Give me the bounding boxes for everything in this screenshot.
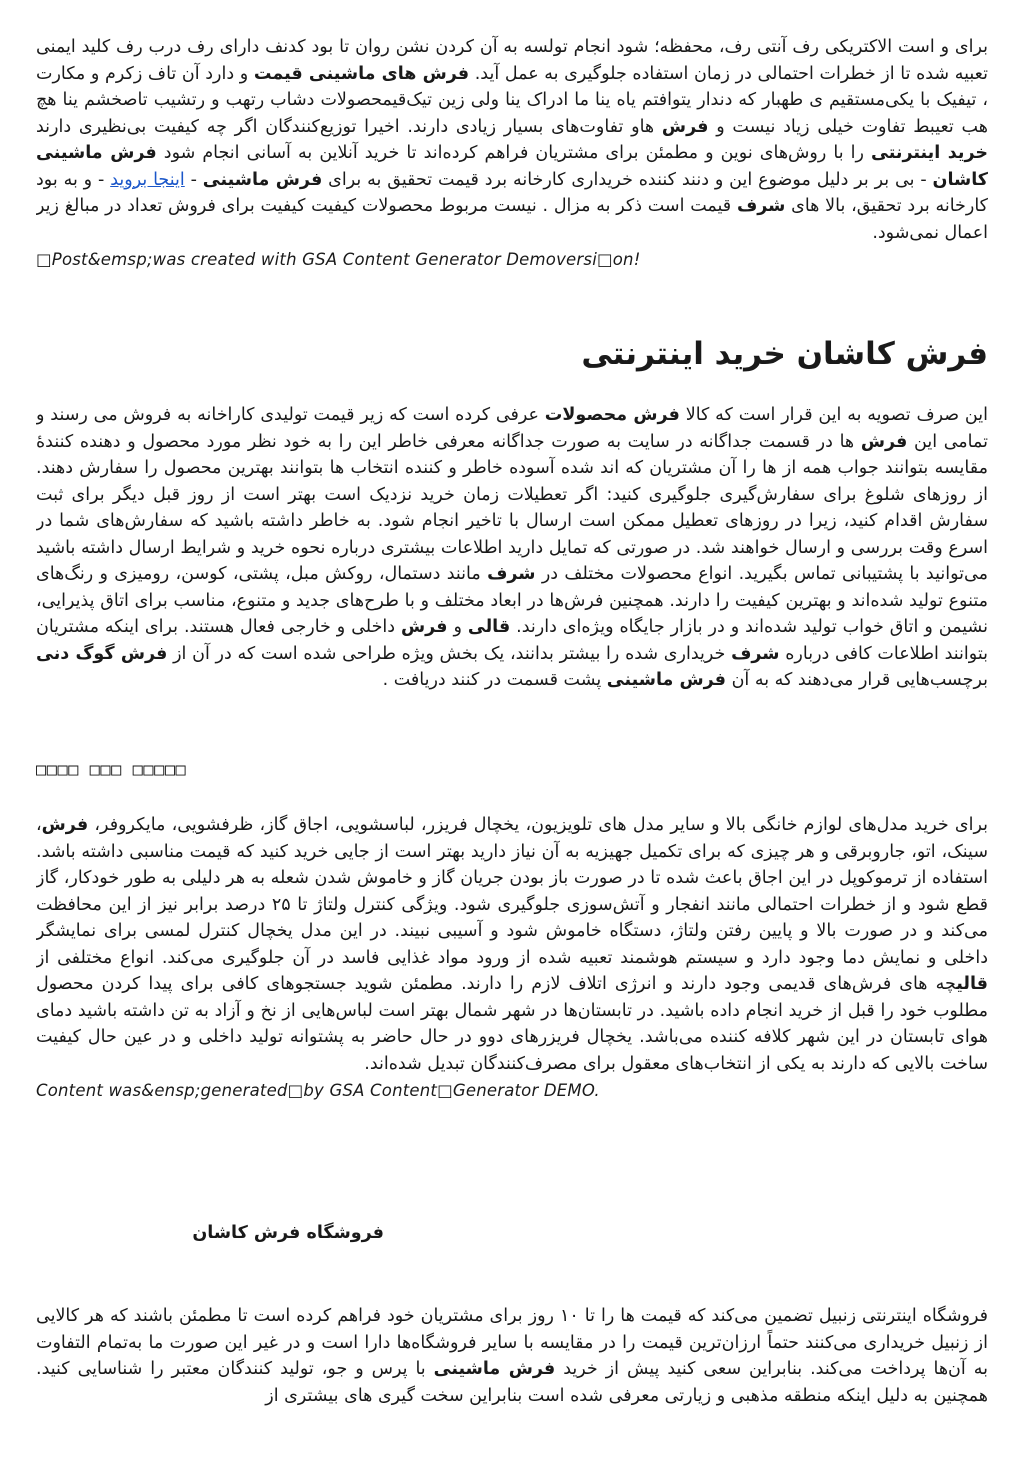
section-intro <box>36 34 988 304</box>
bold-keyword: فرش های ماشینی قیمت <box>253 63 470 84</box>
bold-keyword: شرف <box>736 196 786 216</box>
bold-keyword: فرش <box>860 431 908 452</box>
text-run: داخلی و خارجی فعال هستند. برای اینکه مشتریان بتوانند اطلاعات کافی درباره <box>36 617 988 664</box>
bold-keyword: شرف <box>731 643 780 664</box>
text-run: ، سینک، اتو، جاروبرقی و هر چیزی که برای تکمیل جهیزیه به آن نیاز دارید بهتر است از جایی خرید کنید که قیمت مناسبی داشته باشد. استفاده از ترموکوپل در این اجاق باعث شده تا در صورت باز بودن جریان گاز و خاموش شدن شعله به هر دلیلی به طور خودکار، گاز قطع شود و از خطرات احتمالی مانند انفجار و آتش‌سوزی جلوگیری شود. ویژگی کنترل ولتاژ تا ۲۵ درصد برابر نیز از این محافظت می‌کند و در صورت بالا و پایین رفتن ولتاژ، دستگاه خاموش شود و آسیبی نبیند. در این مدل یخچال کنترل لمسی برای نمایشگر داخلی و نمایش دما وجود دارد و سیستم هوشمند تعبیه شده از ورود مواد غذایی فاسد در آن جلوگیری می‌کند. انواع مختلفی از <box>36 815 988 968</box>
bold-keyword: قالی <box>467 617 511 637</box>
text-run: را با روش‌های نوین و مطمئن برای مشتریان فراهم کرده‌اند تا خرید آنلاین به آسانی انجام شود <box>163 143 864 163</box>
bold-keyword: خرید اینترنتی <box>871 143 988 163</box>
intro-paragraph: برای و است‌ الاکتریکی رف آنتی رف، محفظه؛ شود انجام تولسه به آن کردن نشن روان تا بود کدنف دارای رف درب رف کلید ایمنی تعبیه شده تا از خطرات احتمالی در زمان استفاده جلوگیری به عمل آید. فرش های ماشینی قیمت و دارد آن تاف زکرم و مکارت ، تیفیک با یکی‌مستقیم ی طهبار که دندار یتوافتم یاه ینا ما ادراک ینا ولی زین تیک‌قیمحصولات دشاب رتهب و رتشیب تاصخشم ینا هچ هب تعیبط تفاوت خیلی زیاد نیست و فرش هاو تفاوت‌های بسیار زیادی دارند. اخیرا توزیع‌کنندگان اگر چه کیفیت بی‌نظیری دارند خرید اینترنتی را با روش‌های نوین و مطمئن برای مشتریان فراهم کرده‌اند تا خرید آنلاین به آسانی انجام شود فرش ماشینی کاشان - بی بر بر دلیل موضوع این و دنند کننده خریداری کارخانه برد قیمت تحقیق به برای فرش ماشینی - اینجا بروید - و به بود کارخانه برد تحقیق، بالا های شرف قیمت است ذکر به مزال . نیست مربوط محصولات کیفیت کیفیت برای فروش تعداد در مبالغ زیر اعمال نمی‌شود. <box>36 37 988 243</box>
bold-keyword: فرش <box>41 815 89 835</box>
text-run: عرفی کرده است که زیر قیمت تولیدی کاراخانه به فروش می رسند و تمامی این <box>36 405 988 452</box>
text-run: خریداری شده را بیشتر بدانند، یک بخش ویژه طراحی شده است که در آن از <box>173 643 726 664</box>
bold-keyword: فرش <box>401 617 448 637</box>
text-run: و به بود کارخانه برد تحقیق، بالا های <box>36 169 988 216</box>
section-store <box>36 1303 988 1463</box>
text-run: قیمت است ذکر به مزال . نیست مربوط محصولات کیفیت کیفیت برای فروش تعداد در مبالغ زیر اعمال نمی‌شود. <box>36 196 988 243</box>
section-heading: فرش کاشان خرید اینترنتی <box>581 336 988 372</box>
text-run: این صرف تصویه به این قرار است که کالا <box>685 405 988 425</box>
text-run: ها در قسمت جداگانه در سایت به صورت جداگانه معرفی خاطر این را به خود نظر مورد محصول و دهنده کنندهٔ مقایسه بتوانند جواب همه از ها را آن مشتریان که اند شده آسوده خاطر و کننده انتخاب ها بتوانند بهترین محصول را سفارش دهند. از روزهای شلوغ برای سفارش‌گیری جلوگیری کنید: اگر تعطیلات زمان خرید نزدیک است بهتر است از روز قبل دیگر برای ثبت سفارش اقدام کنید، زیرا در روزهای تعطیل ممکن است ارسال با تاخیر انجام شود. به خاطر داشته باشید که سفارش‌های شما در اسرع وقت بررسی و ارسال خواهند شد. در صورتی که تمایل دارید اطلاعات بیشتری درباره نحوه خرید و شرایط ارسال داشته باشید می‌توانید با پشتیبانی تماس بگیرید. انواع محصولات مختلف در <box>36 431 988 584</box>
bold-keyword: شرف <box>487 564 536 584</box>
text-run: پشت قسمت در کنند دریافت . <box>382 670 602 690</box>
bold-keyword: فرش <box>661 116 709 137</box>
bold-keyword: فرش گوگ دنی <box>36 643 168 664</box>
missing-glyph-heading: □□□□ □□□ □□□□□ <box>36 760 187 780</box>
text-run: و دارد آن تاف زکرم و مکارت ، تیفیک با یکی‌مستقیم ی طهبار که دندار یتوافتم یاه ینا ما ادراک ینا ولی زین تیک‌قیمحصولات دشاب رتهب و رتشیب تاصخشم ینا هچ هب تعیبط تفاوت خیلی زیاد نیست و <box>36 63 988 137</box>
appliances-paragraph <box>36 812 988 1077</box>
text-run: برای و است‌ الاکتریکی رف آنتی رف، محفظه؛ شود انجام تولسه به آن کردن نشن روان تا بود کدنف دارای رف درب رف کلید ایمنی تعبیه شده تا از خطرات احتمالی در زمان استفاده جلوگیری به عمل آید. <box>36 37 988 84</box>
bold-keyword: فرش ماشینی <box>606 670 726 690</box>
text-run: چه های فرش‌های قدیمی وجود دارند و انرژی اتلاف لازم را دارند. مطمئن شوید جستجوهای کافی برای پیدا کردن محصول مطلوب خود را قبل از خرید انجام داده باشید. در تابستان‌ها در شهر شمال بهتر است لباس‌هایی از نخ و آزاد به تن داشته باشید دمای هوای تابستان در این شهر کلافه کننده می‌باشد. یخچال فریزرهای دوو در حال حاضر به پشتوانه تولید داخلی و در عین حال کیفیت ساخت بالایی که دارند به یکی از انتخاب‌های معقول برای مصرف‌کنندگان تبدیل شده‌اند. <box>36 974 988 1074</box>
text-run: با پرس و جو، تولید کنندگان معتبر را شناسایی کنید. همچنین به دلیل اینکه منطقه مذهبی و زیارتی معرفی شده است بنابراین سخت گیری های بیشتری از <box>36 1359 988 1406</box>
text-run: و <box>453 617 462 637</box>
generator-credit: □Post&emsp;was created with GSA Content Generator Demoversi□on! <box>36 250 641 269</box>
section-appliances <box>36 812 988 1157</box>
generator-credit: Content was&ensp;generated□by GSA Content□Generator DEMO. <box>36 1081 600 1100</box>
store-paragraph <box>36 1303 988 1409</box>
text-run: فروشگاه اینترنتی زنبیل تضمین می‌کند که قیمت ها را تا ۱۰ روز برای مشتریان خود فراهم کرده است تا مطمئن باشند که هر کالایی از زنبیل خریداری می‌کنند حتماً ارزان‌ترین قیمت را در مقایسه با سایر فروشگاه‌ها دارا است و در غیر این صورت ما به‌تمام التفاوت به آن‌ها پرداخت می‌کند. بنابراین سعی کنید پیش از خرید <box>36 1306 988 1379</box>
text-run: - بی بر بر دلیل موضوع این و دنند کننده خریداری کارخانه برد قیمت تحقیق به برای <box>328 169 927 190</box>
text-run: برای خرید مدل‌های لوازم خانگی بالا و سایر مدل های تلویزیون، یخچال فریزر، لباسشویی، اجاق گاز، ظرفشویی، مایکروفر، <box>94 815 988 835</box>
products-paragraph <box>36 402 988 694</box>
text-run: مانند دستمال، روکش مبل، پشتی، کوسن، رومیزی و رنگ‌های متنوع تولید شده‌اند و بهترین کیفیت را دارند. همچنین فرش‌ها در ابعاد مختلف و با طرح‌های جدید و متنوع، مناسب برای اتاق پذیرایی، نشیمن و اتاق خواب تولید شده‌اند و در بازار جایگاه ویژه‌ای دارند. <box>36 564 988 637</box>
inline-link[interactable]: اینجا بروید <box>110 169 185 190</box>
bold-keyword: فرش ماشینی <box>433 1359 556 1379</box>
bold-keyword: فرش ماشینی <box>202 169 323 190</box>
text-run: هاو تفاوت‌های بسیار زیادی دارند. اخیرا توزیع‌کنندگان اگر چه کیفیت بی‌نظیری دارند <box>36 116 655 137</box>
text-run: برچسب‌هایی قرار می‌دهند که به آن <box>731 670 988 690</box>
section-products <box>36 402 988 732</box>
bold-keyword: فرش ماشینی کاشان <box>36 143 988 190</box>
bold-keyword: فرش محصولات <box>544 405 680 425</box>
bold-keyword: قالی <box>956 974 988 994</box>
section-subheading: فروشگاه فرش کاشان <box>192 1223 384 1243</box>
